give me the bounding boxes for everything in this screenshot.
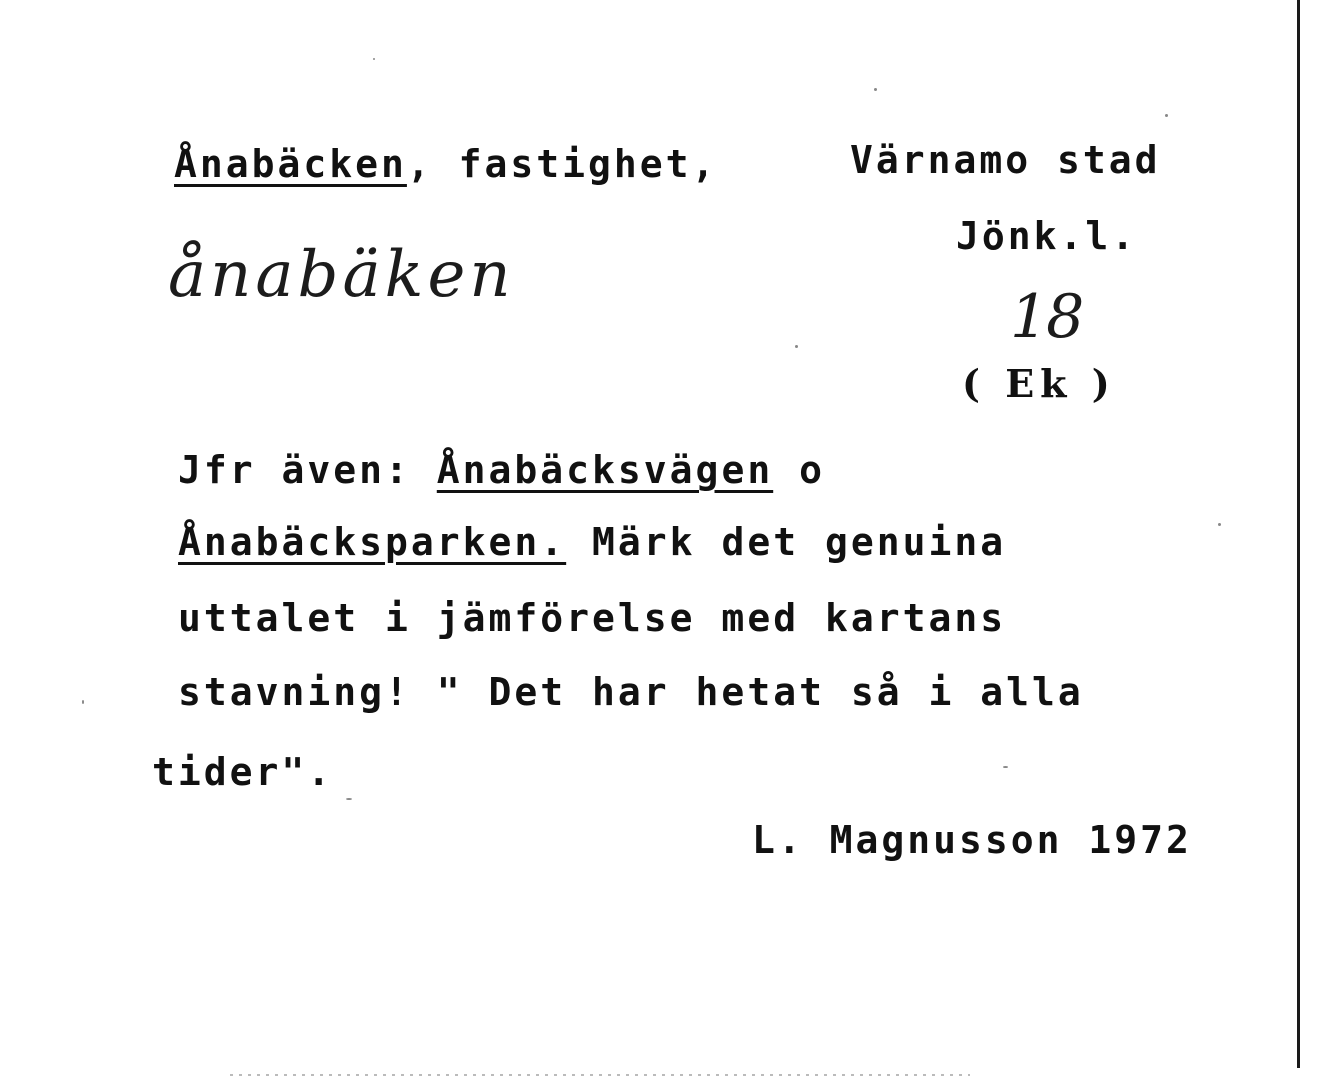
note-line-3: uttalet i jämförelse med kartans xyxy=(178,596,1007,640)
note-line-4: stavning! " Det har hetat så i alla xyxy=(178,670,1084,714)
county: Jönk.l. xyxy=(956,214,1138,258)
reference-anabacksvagen: Ånabäcksvägen xyxy=(436,448,774,492)
signature: L. Magnusson 1972 xyxy=(752,818,1192,862)
headword: Ånabäcken xyxy=(174,142,407,186)
note-prefix: Jfr även: xyxy=(178,448,437,492)
note-conjunction: o xyxy=(773,448,825,492)
reference-anabacksparken: Ånabäcksparken. xyxy=(178,520,567,564)
card-edge xyxy=(1297,0,1300,1068)
location: Värnamo stad xyxy=(850,138,1161,182)
note-line-2-rest: Märk det genuina xyxy=(566,520,1007,564)
bottom-edge-dots xyxy=(230,1074,970,1076)
handwritten-pronunciation: ånabäken xyxy=(168,238,515,312)
note-line-1 xyxy=(178,448,825,492)
handwritten-number: 18 xyxy=(1010,282,1083,352)
headword-line xyxy=(174,142,717,186)
headword-suffix: , fastighet, xyxy=(406,142,718,186)
note-line-2 xyxy=(178,520,1006,564)
informant-code: ( Ek ) xyxy=(962,361,1116,406)
note-line-5: tider". xyxy=(152,750,334,794)
